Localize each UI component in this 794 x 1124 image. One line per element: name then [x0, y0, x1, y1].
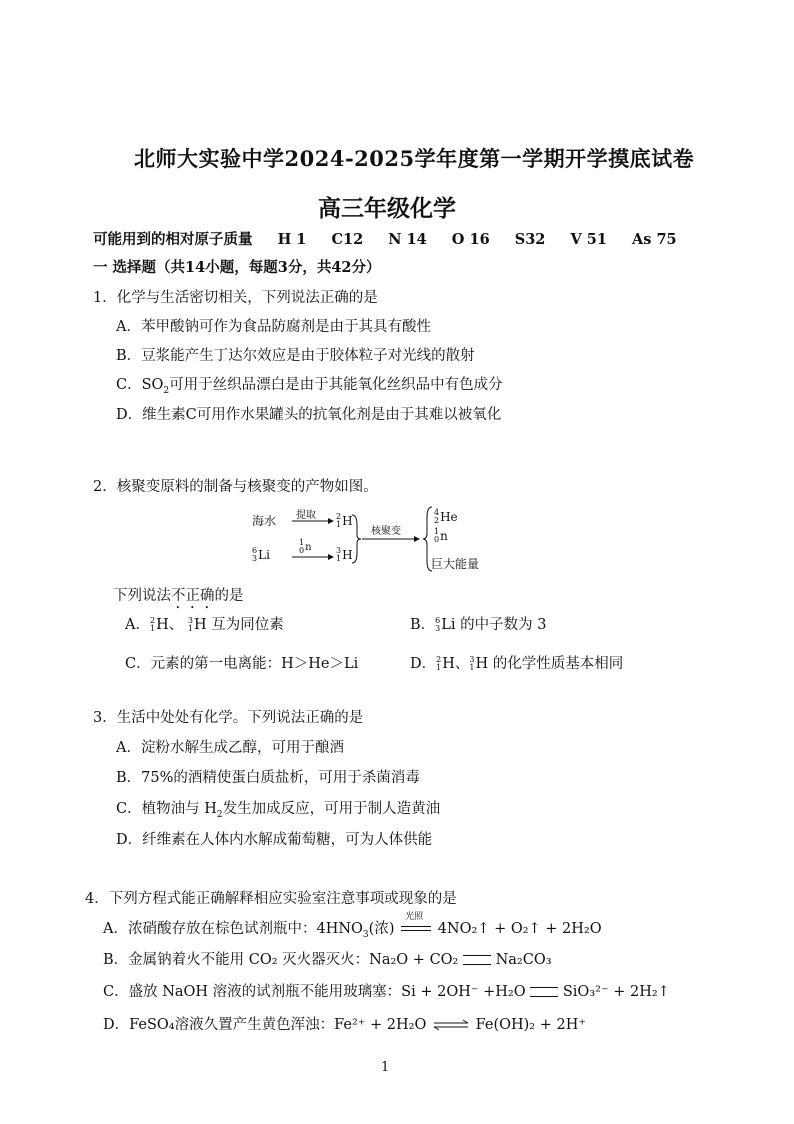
q1-option-c: C．$SO_2$可用于丝织品漂白是由于其能氧化丝织品中有色成分 [116, 377, 503, 396]
q4-option-d: D．FeSO₄溶液久置产生黄色浑浊：Fe²⁺ + 2H₂O Fe(OH)₂ + 2H⁺ [103, 1017, 586, 1033]
q3-option-d: D．纤维素在人体内水解成葡萄糖，可为人体供能 [116, 832, 433, 848]
diagram-li: 6 3 Li [252, 546, 270, 563]
diagram-seawater: 海水 [252, 514, 277, 528]
diagram-extract-label: 提取 [296, 510, 316, 521]
q4-stem: 4．下列方程式能正确解释相应实验室注意事项或现象的是 [85, 891, 457, 907]
atomic-mass-item: S32 [514, 231, 546, 248]
q1-option-a: A．苯甲酸钠可作为食品防腐剂是由于其具有酸性 [116, 319, 431, 335]
diagram-neutron: 1 0 n [434, 527, 448, 544]
q2-prompt: 下列说法不正确的是 [113, 588, 244, 604]
atomic-mass-item: N 14 [388, 231, 427, 248]
q3-stem: 3．生活中处处有化学。下列说法正确的是 [93, 710, 364, 726]
q4-option-c: C．盛放 NaOH 溶液的试剂瓶不能用玻璃塞：Si + 2OH⁻ +H₂O SiO₃²⁻ + 2H₂↑ [103, 984, 670, 1000]
equation-equals [530, 987, 558, 997]
q2-option-b: B． 6 3 Li 的中子数为 3 [410, 616, 547, 633]
diagram-h3: 3 1 H [336, 546, 353, 563]
q3-option-b: B．75%的酒精使蛋白质盐析，可用于杀菌消毒 [116, 770, 420, 786]
atomic-mass-line [93, 228, 697, 249]
q1-stem: 1．化学与生活密切相关，下列说法正确的是 [93, 290, 378, 306]
q4-option-b: B．金属钠着火不能用 CO₂ 灭火器灭火：Na₂O + CO₂ Na₂CO₃ [103, 952, 552, 968]
exam-subtitle: 高三年级化学 [318, 195, 456, 222]
equilibrium-arrow-icon [431, 1019, 471, 1031]
diagram-fusion-label: 核聚变 [371, 526, 401, 537]
atomic-mass-item: H 1 [277, 231, 307, 248]
atomic-mass-item: V 51 [570, 231, 607, 248]
diagram-energy: 巨大能量 [431, 557, 480, 571]
atomic-mass-item: As 75 [631, 231, 677, 248]
diagram-neutron-label: 1 0 n [299, 538, 312, 555]
atomic-mass-item: C12 [331, 231, 364, 248]
q2-option-a: A． 2 1 H、 3 1 H 互为同位素 [125, 616, 284, 633]
q1-option-b: B．豆浆能产生丁达尔效应是由于胶体粒子对光线的散射 [116, 348, 475, 364]
q2-stem: 2．核聚变原料的制备与核聚变的产物如图。 [93, 479, 378, 495]
diagram-h2: 2 1 H [336, 512, 353, 529]
q2-option-d: D． 2 1 H、 3 1 H 的化学性质基本相同 [410, 655, 624, 672]
atomic-mass-label: 可能用到的相对原子质量 [93, 231, 253, 248]
diagram-he: 4 2 He [434, 508, 458, 525]
q1-option-d: D．维生素C可用作水果罐头的抗氧化剂是由于其难以被氧化 [116, 407, 502, 423]
q3-option-a: A．淀粉水解生成乙醇，可用于酿酒 [116, 740, 344, 756]
reaction-condition: 光照 [405, 912, 424, 922]
q3-option-c: C．植物油与 $H_2$发生加成反应，可用于制人造黄油 [116, 801, 441, 820]
q4-option-a: A．浓硝酸存放在棕色试剂瓶中：$4HNO_3$(浓) 光照 4NO₂↑ + O₂↑ + 2H₂O [103, 917, 602, 940]
page-number: 1 [381, 1060, 390, 1075]
atomic-mass-item: O 16 [451, 231, 490, 248]
equation-equals [463, 955, 491, 965]
section-heading: 一 选择题（共14小题，每题3分，共42分） [93, 259, 381, 276]
q2-option-c: C．元素的第一电离能：H＞He＞Li [125, 656, 359, 672]
exam-title: 北师大实验中学2024-2025学年度第一学期开学摸底试卷 [134, 146, 695, 171]
equation-equals [399, 912, 433, 935]
